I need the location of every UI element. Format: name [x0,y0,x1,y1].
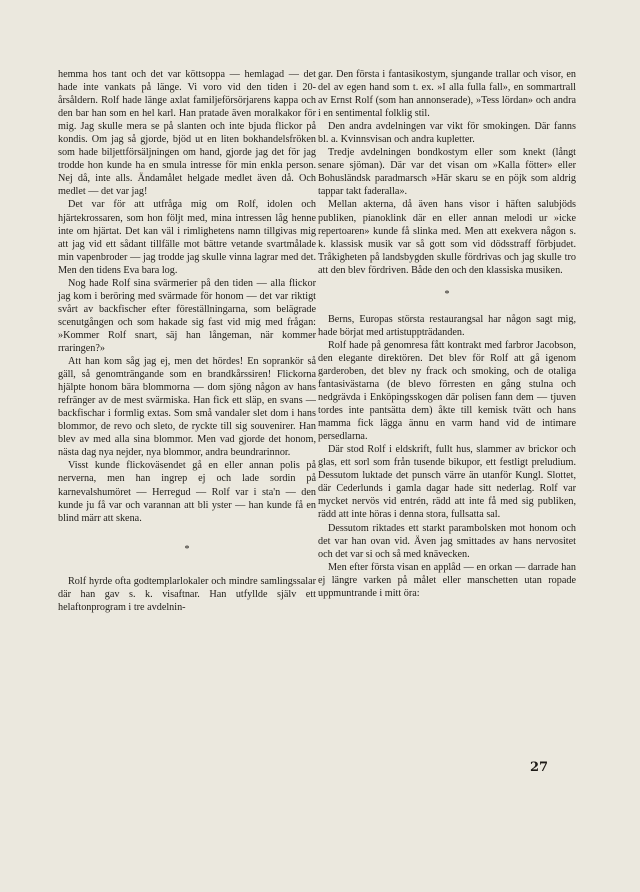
paragraph: Mellan akterna, då även hans visor i häften salubjöds publiken, pianoklink där en eller annan melodi ur »icke repertoaren» kunde få slinka med. Men att exekvera någon s. k. klassisk musik var så gott som vid dödsstraff förbjudet. Tråkigheten på landsbygden skulle fördrivas och jag skulle tro att den blev fördriven. Både den och den klassiska musiken. [318,199,576,276]
paragraph: Men efter första visan en applåd — en orkan — darrade han ej längre varken på målet eller manschetten utan ropade uppmuntrande i mitt öra: [318,561,576,599]
page-number: 27 [530,760,549,775]
paragraph: Det var för att utfråga mig om Rolf, idolen och hjärtekrossaren, som hon följt med, mina intressen låg henne inte om hjärtat. Det kan väl i rimlighetens namn tillgivas mig att jag vid ett sådant tillfälle mot bättre vetande svartmålade min vapenbroder — jag trodde jag skulle vinna lagrar med det. Men den tidens Eva bara log. [58,199,316,276]
paragraph: Nog hade Rolf sina svärmerier på den tiden — alla flickor jag kom i beröring med svärmade för honom — det var riktigt svårt av backfischer efter föreställningarna, som belägrade scenutgången och som hakade sig fast vid mig med frågan: »Kommer Rolf snart, säj han långeman, när kommer rraringen?» [58,277,316,354]
paragraph: Rolf hyrde ofta godtemplarlokaler och mindre samlingssalar där han gav s. k. visaftnar. Han utfyllde själv ett helaftonprogram i tre avdelnin- [58,575,316,613]
paragraph: Den andra avdelningen var vikt för smokingen. Där fanns bl. a. Kvinnsvisan och andra kupletter. [318,121,576,146]
paragraph: Tredje avdelningen bondkostym eller som knekt (långt senare sjöman). Där var det visan om »Kalla fötter» eller Bohusländsk paradmarsch »Här skaru se en pöjk som aldrig tappar takt faderalla». [318,147,576,198]
paragraph: Dessutom riktades ett starkt parambolsken mot honom och det var han ovan vid. Även jag smittades av hans nervositet och det var si och så med knävecken. [318,522,576,560]
paragraph: Berns, Europas största restaurangsal har någon sagt mig, hade börjat med artistuppträdanden. [318,313,576,338]
paragraph: gar. Den första i fantasikostym, sjungande trallar och visor, en del av egen hand som t. ex. »I alla fulla fall», en sommartrall av Ernst Rolf (som han annonserade), »Tess lördan» och andra i en sentimental folklig stil. [318,69,576,120]
paragraph: Att han kom såg jag ej, men det hördes! En soprankör så gäll, så genomträngande som en brandkårssiren! Flickorna hjälpte honom bära blommorna — dom sjöng någon av hans refränger av de mest svärmiska. Han fick ett släp, en svans — backfischar i formlig extas. Som små vandaler slet dom i hans blommor, de revo och sleto, de ryckte till sig souvenirer. Han blev av med alla sina blommor. Men vad gjorde det honom, nästa dag nya nejder, nya blommor, andra beundrarinnor. [58,356,316,459]
paragraph: hemma hos tant och det var köttsoppa — hemlagad — det hade inte vankats på länge. Vi voro vid den tiden i 20-årsåldern. Rolf hade länge axlat familjeförsörjarens kappa och den bar han som en hel karl. Han pratade även moralkakor för mig. Jag skulle mera se på slanten och inte bjuda flickor på kondis. Om jag så gjorde, bjöd ut en liten bokhandelsfröken som hade biljettförsäljningen om hand, gjorde jag det för jag trodde hon kunde ha en smula intresse för min enkla person. Nej då, inte alls. Ändamålet helgade medlet även då. Och medlet — det var jag! [58,69,316,198]
paragraph: Rolf hade på genomresa fått kontrakt med farbror Jacobson, den elegante direktören. Det blev för Rolf att gå igenom garderoben, det blev ny frack och smoking, och de otaliga fantasivästarna (de blevo förresten en gång stulna och nedgrävda i Enköpingsskogen där polisen fann dem — tjuven tordes inte pantsätta dem) åkte till kemisk tvätt och hans mamma fick lägga ännu en varm hand vid de intimare persedlarna. [318,339,576,443]
section-separator: * [184,544,190,556]
left-column [58,68,316,614]
section-separator: * [444,289,450,301]
paragraph: Där stod Rolf i eldskrift, fullt hus, slammer av brickor och glas, ett sorl som från tusende bikupor, ett festligt preludium. Dessutom luktade det punsch värre än utanför Kungl. Slottet, där Cederlunds i gamla dagar hade sitt nederlag. Rolf var mycket nervös vid entrén, rädd att inte få med sig publiken, rädd att inte höras i denna stora, fullsatta sal. [318,444,576,521]
right-column [318,68,576,600]
paragraph: Visst kunde flickoväsendet gå en eller annan polis på nerverna, men han ingrep ej och lade sordin på karnevalshumöret — Herregud — Rolf var i sta'n — den kunde ju få var och varannan att bli yster — han kunde få en blind märr att skena. [58,460,316,524]
